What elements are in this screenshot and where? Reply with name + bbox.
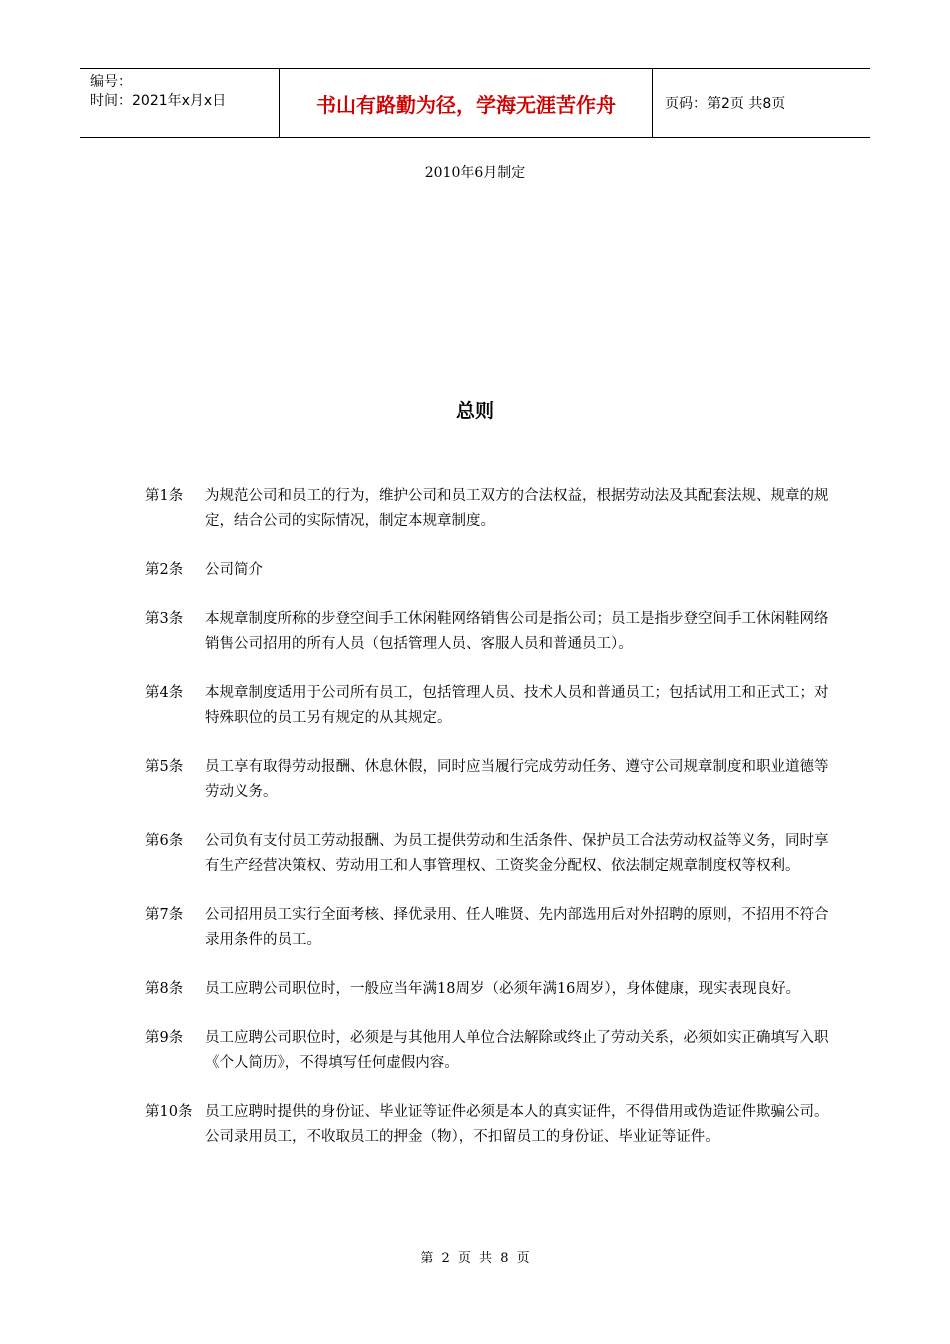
article-text: 员工应聘时提供的身份证、毕业证等证件必须是本人的真实证件，不得借用或伪造证件欺骗公司。公司录用员工，不收取员工的押金（物），不扣留员工的身份证、毕业证等证件。 (205, 1104, 829, 1145)
article-number: 第6条 (145, 833, 184, 849)
article-text: 员工享有取得劳动报酬、休息休假，同时应当履行完成劳动任务、遵守公司规章制度和职业道德等劳动义务。 (205, 759, 829, 800)
article-text: 员工应聘公司职位时，一般应当年满18周岁（必须年满16周岁），身体健康，现实表现良好。 (205, 981, 801, 997)
article-text: 公司简介 (205, 562, 263, 578)
article-number: 第5条 (145, 759, 184, 775)
article-2 (145, 558, 835, 583)
article-text: 为规范公司和员工的行为，维护公司和员工双方的合法权益，根据劳动法及其配套法规、规章的规定，结合公司的实际情况，制定本规章制度。 (205, 488, 829, 529)
article-number: 第9条 (145, 1030, 184, 1046)
article-8 (145, 977, 835, 1002)
article-number: 第1条 (145, 488, 184, 504)
article-list (145, 484, 835, 1174)
article-10 (145, 1100, 835, 1150)
header-page-info: 页码：第2页 共8页 (665, 96, 786, 112)
article-text: 本规章制度适用于公司所有员工，包括管理人员、技术人员和普通员工；包括试用工和正式工；对特殊职位的员工另有规定的从其规定。 (205, 685, 829, 726)
article-text: 公司负有支付员工劳动报酬、为员工提供劳动和生活条件、保护员工合法劳动权益等义务，同时享有生产经营决策权、劳动用工和人事管理权、工资奖金分配权、依法制定规章制度权等权利。 (205, 833, 829, 874)
article-number: 第4条 (145, 685, 184, 701)
article-text: 公司招用员工实行全面考核、择优录用、任人唯贤、先内部选用后对外招聘的原则，不招用不符合录用条件的员工。 (205, 907, 829, 948)
article-4 (145, 681, 835, 731)
section-title: 总则 (455, 400, 494, 422)
serial-label: 编号： (90, 74, 132, 90)
header-motto: 书山有路勤为径，学海无涯苦作舟 (280, 69, 653, 137)
article-number: 第7条 (145, 907, 184, 923)
article-number: 第8条 (145, 981, 184, 997)
article-3 (145, 607, 835, 657)
article-5 (145, 755, 835, 805)
article-9 (145, 1026, 835, 1076)
page-footer: 第 2 页 共 8 页 (420, 1251, 530, 1266)
article-text: 本规章制度所称的步登空间手工休闲鞋网络销售公司是指公司；员工是指步登空间手工休闲鞋网络销售公司招用的所有人员（包括管理人员、客服人员和普通员工）。 (205, 611, 829, 652)
article-number: 第2条 (145, 562, 184, 578)
page-header (80, 68, 870, 138)
made-date: 2010年6月制定 (424, 165, 526, 181)
article-1 (145, 484, 835, 534)
article-7 (145, 903, 835, 953)
time-label: 时间：2021年x月x日 (90, 93, 227, 109)
article-text: 员工应聘公司职位时，必须是与其他用人单位合法解除或终止了劳动关系，必须如实正确填写入职《个人简历》，不得填写任何虚假内容。 (205, 1030, 829, 1071)
article-number: 第3条 (145, 611, 184, 627)
header-meta (80, 69, 280, 137)
article-number: 第10条 (145, 1104, 193, 1120)
article-6 (145, 829, 835, 879)
